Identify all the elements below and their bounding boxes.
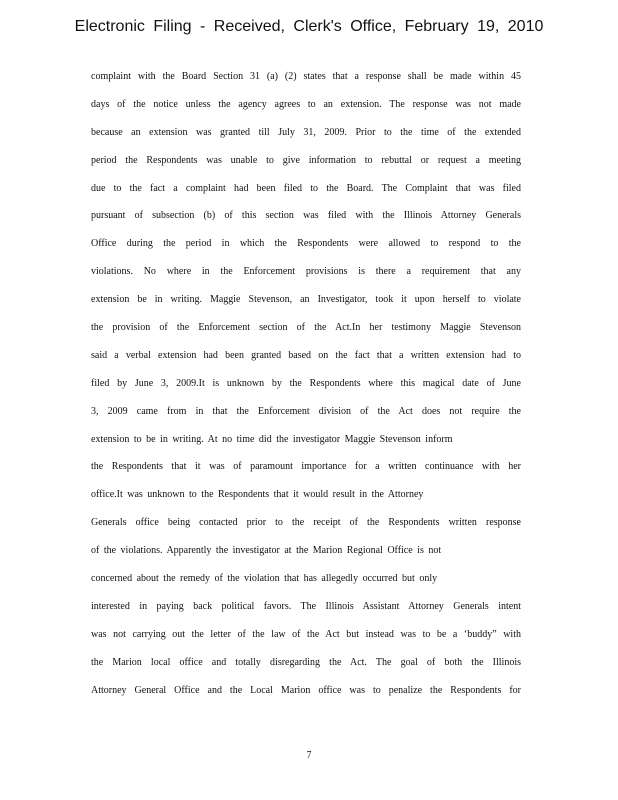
- text-line: filed by June 3, 2009.It is unknown by the Respondents where this magical date of June: [91, 377, 521, 389]
- document-body: [91, 70, 521, 711]
- text-line: due to the fact a complaint had been filed to the Board. The Complaint that was filed: [91, 182, 521, 194]
- text-line: the Marion local office and totally disregarding the Act. The goal of both the Illinois: [91, 656, 521, 668]
- electronic-filing-stamp: Electronic Filing - Received, Clerk's Office, February 19, 2010: [74, 18, 544, 35]
- text-line: 3, 2009 came from in that the Enforcement division of the Act does not require the: [91, 405, 521, 417]
- text-line: office.It was unknown to the Respondents that it would result in the Attorney: [91, 489, 424, 501]
- text-line: complaint with the Board Section 31 (a) (2) states that a response shall be made within 45: [91, 71, 521, 82]
- text-line: the Respondents that it was of paramount importance for a written continuance with her: [91, 461, 521, 473]
- text-line: Attorney General Office and the Local Marion office was to penalize the Respondents for: [91, 684, 521, 696]
- text-line: said a verbal extension had been granted based on the fact that a written extension had to: [91, 349, 521, 361]
- text-line: period the Respondents was unable to give information to rebuttal or request a meeting: [91, 154, 521, 166]
- text-line: pursuant of subsection (b) of this section was filed with the Illinois Attorney Generals: [91, 210, 521, 222]
- text-line: days of the notice unless the agency agrees to an extension. The response was not made: [91, 98, 521, 110]
- text-line: Office during the period in which the Respondents were allowed to respond to the: [91, 238, 521, 250]
- text-line: was not carrying out the letter of the law of the Act but instead was to be a ‘buddy” with: [91, 628, 521, 640]
- text-line: of the violations. Apparently the investigator at the Marion Regional Office is not: [91, 545, 442, 557]
- text-line: interested in paying back political favors. The Illinois Assistant Attorney Generals intent: [91, 600, 521, 612]
- page-number: 7: [306, 750, 312, 761]
- text-line: concerned about the remedy of the violation that has allegedly occurred but only: [91, 573, 438, 585]
- text-line: because an extension was granted till July 31, 2009. Prior to the time of the extended: [91, 126, 521, 138]
- text-line: extension to be in writing. At no time did the investigator Maggie Stevenson inform: [91, 433, 453, 445]
- text-line: the provision of the Enforcement section of the Act.In her testimony Maggie Stevenson: [91, 322, 521, 334]
- text-line: Generals office being contacted prior to the receipt of the Respondents written response: [91, 517, 521, 529]
- text-line: extension be in writing. Maggie Stevenson, an Investigator, took it upon herself to violate: [91, 294, 521, 306]
- text-line: violations. No where in the Enforcement provisions is there a requirement that any: [91, 266, 521, 278]
